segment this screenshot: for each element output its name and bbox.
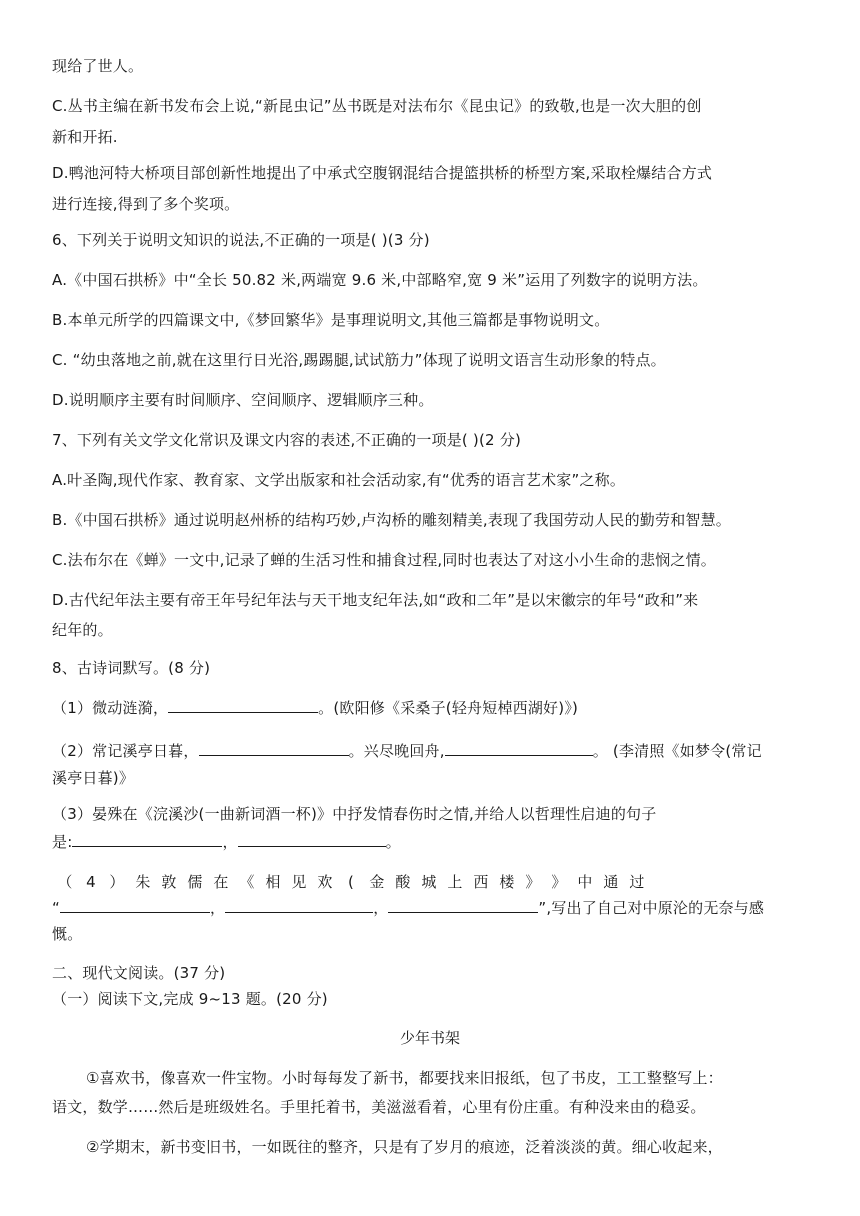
- spaced-char: 4: [86, 873, 96, 891]
- spaced-char: 过: [629, 873, 645, 891]
- text-line: 慨。: [52, 925, 83, 943]
- text-line: 溪亭日暮)》: [52, 769, 135, 787]
- question-8: 8、古诗词默写。(8 分): [52, 659, 211, 677]
- article-title: 少年书架: [399, 1029, 460, 1047]
- spaced-char: 《: [239, 873, 255, 891]
- text-line: 进行连接,得到了多个奖项。: [52, 195, 240, 213]
- answer-blank[interactable]: [225, 898, 373, 913]
- spaced-char: 》: [551, 873, 567, 891]
- spaced-char: 金: [369, 873, 385, 891]
- option-d: D.古代纪年法主要有帝王年号纪年法与天干地支纪年法,如“政和二年”是以宋徽宗的年号“政和”来: [52, 591, 699, 609]
- comma: ，: [373, 899, 389, 917]
- option-c: C.丛书主编在新书发布会上说,“新昆虫记”丛书既是对法布尔《昆虫记》的致敬,也是一次大胆的创: [52, 97, 702, 115]
- comma: ，: [222, 833, 238, 851]
- paragraph-1-cont: 语文，数学……然后是班级姓名。手里托着书，美滋滋看着，心里有份庄重。有种没来由的稳妥。: [52, 1098, 706, 1116]
- answer-blank[interactable]: [445, 741, 593, 756]
- spaced-char: 见: [291, 873, 307, 891]
- option-a: A.《中国石拱桥》中“全长 50.82 米,两端宽 9.6 米,中部略窄,宽 9 米”运用了列数字的说明方法。: [52, 271, 708, 289]
- period: 。: [385, 833, 401, 851]
- option-b: B.本单元所学的四篇课文中,《梦回繁华》是事理说明文,其他三篇都是事物说明文。: [52, 311, 610, 329]
- section-heading: 二、现代文阅读。(37 分): [52, 964, 226, 982]
- spaced-char: 相: [265, 873, 281, 891]
- poem-item-2: [52, 741, 762, 761]
- poem-prefix: （1）微动涟漪，: [52, 699, 169, 717]
- spaced-char: (: [347, 873, 355, 891]
- answer-blank[interactable]: [60, 898, 210, 913]
- spaced-char: （: [57, 873, 73, 891]
- spaced-char: 在: [213, 873, 229, 891]
- poem-item-1: [52, 698, 578, 718]
- spaced-char: 酸: [395, 873, 411, 891]
- subsection-heading: （一）阅读下文,完成 9~13 题。(20 分): [52, 990, 328, 1008]
- open-quote: “: [52, 899, 60, 917]
- poem-suffix: 。 (李清照《如梦令(常记: [592, 742, 762, 760]
- answer-blank[interactable]: [72, 832, 222, 847]
- answer-prefix: 是:: [52, 833, 73, 851]
- answer-blank[interactable]: [238, 832, 386, 847]
- answer-blank[interactable]: [388, 898, 538, 913]
- answer-blank[interactable]: [168, 698, 318, 713]
- option-c: C.法布尔在《蝉》一文中,记录了蝉的生活习性和捕食过程,同时也表达了对这小小生命的悲悯之情。: [52, 551, 716, 569]
- paragraph-2: ②学期末，新书变旧书，一如既往的整齐，只是有了岁月的痕迹，泛着淡淡的黄。细心收起来，: [86, 1138, 723, 1156]
- poem-middle: 。兴尽晚回舟,: [348, 742, 445, 760]
- spaced-char: 通: [603, 873, 619, 891]
- text-line: 现给了世人。: [52, 57, 144, 75]
- text-line: 纪年的。: [52, 621, 113, 639]
- paragraph-1: ①喜欢书，像喜欢一件宝物。小时每每发了新书，都要找来旧报纸，包了书皮，工工整整写上：: [86, 1069, 723, 1087]
- poem-item-3-answer: [52, 832, 401, 852]
- poem-prefix: （2）常记溪亭日暮，: [52, 742, 199, 760]
- spaced-char: 上: [447, 873, 463, 891]
- poem-suffix: 。(欧阳修《采桑子(轻舟短棹西湖好)》): [318, 699, 579, 717]
- poem-item-4: [52, 872, 650, 892]
- question-6: 6、下列关于说明文知识的说法,不正确的一项是( )(3 分): [52, 231, 430, 249]
- spaced-char: 儒: [187, 873, 203, 891]
- spaced-char: ）: [109, 873, 125, 891]
- poem-item-4-answer: [52, 898, 764, 918]
- spaced-char: 西: [473, 873, 489, 891]
- poem-suffix: ”,写出了自己对中原沦的无奈与感: [538, 899, 765, 917]
- spaced-char: 中: [577, 873, 593, 891]
- question-7: 7、下列有关文学文化常识及课文内容的表述,不正确的一项是( )(2 分): [52, 431, 522, 449]
- option-a: A.叶圣陶,现代作家、教育家、文学出版家和社会活动家,有“优秀的语言艺术家”之称。: [52, 471, 626, 489]
- spaced-char: 朱: [135, 873, 151, 891]
- option-d: D.说明顺序主要有时间顺序、空间顺序、逻辑顺序三种。: [52, 391, 434, 409]
- text-line: 新和开拓.: [52, 128, 118, 146]
- option-b: B.《中国石拱桥》通过说明赵州桥的结构巧妙,卢沟桥的雕刻精美,表现了我国劳动人民的勤劳和智慧。: [52, 511, 731, 529]
- comma: ，: [209, 899, 226, 917]
- spaced-char: 欢: [317, 873, 333, 891]
- spaced-char: 》: [525, 873, 541, 891]
- spaced-char: 城: [421, 873, 437, 891]
- answer-blank[interactable]: [199, 741, 349, 756]
- spaced-char: 楼: [499, 873, 515, 891]
- option-d: D.鸭池河特大桥项目部创新性地提出了中承式空腹钢混结合提篮拱桥的桥型方案,采取栓爆结合方式: [52, 164, 713, 182]
- option-c: C. “幼虫落地之前,就在这里行日光浴,踢踢腿,试试筋力”体现了说明文语言生动形象的特点。: [52, 351, 666, 369]
- spaced-char: 敦: [161, 873, 177, 891]
- poem-item-3: （3）晏殊在《浣溪沙(一曲新词酒一杯)》中抒发情春伤时之情,并给人以哲理性启迪的句子: [52, 805, 657, 823]
